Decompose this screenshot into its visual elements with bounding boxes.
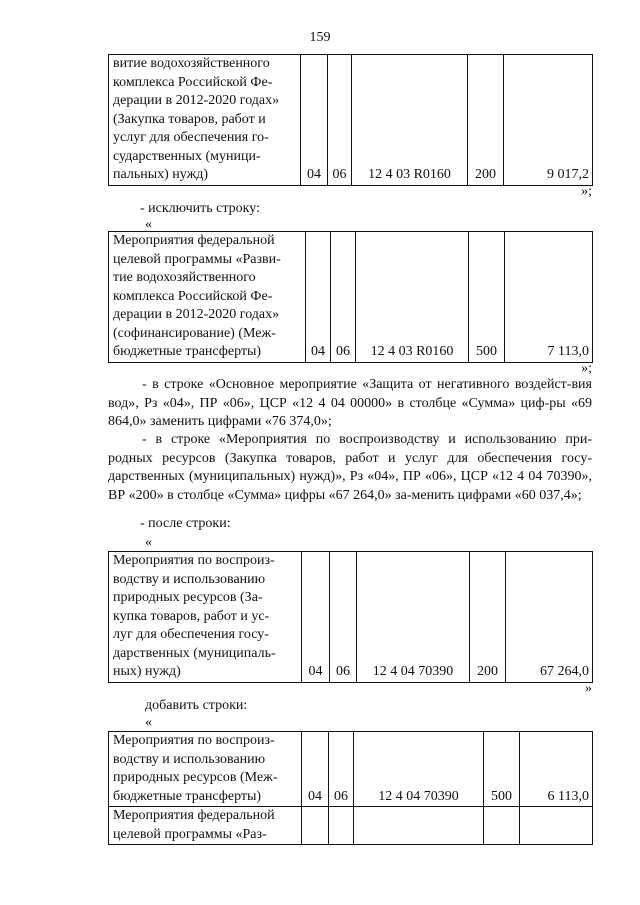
budget-table-1 — [108, 54, 592, 186]
row-vr: 500 — [469, 232, 505, 363]
row-csr: 12 4 03 R0160 — [356, 232, 469, 363]
row-rz — [302, 807, 329, 845]
row-vr: 200 — [470, 552, 506, 683]
row-sum — [520, 807, 593, 845]
add-rows-note: добавить строки: — [145, 698, 248, 713]
table-row — [109, 807, 593, 845]
row-rz: 04 — [301, 55, 328, 186]
row-vr: 500 — [484, 732, 520, 807]
table-row — [109, 232, 593, 363]
row-pr: 06 — [328, 55, 352, 186]
row-rz: 04 — [302, 732, 329, 807]
page-number: 159 — [309, 30, 331, 45]
row-csr: 12 4 04 70390 — [357, 552, 470, 683]
budget-table-3 — [108, 551, 592, 683]
row-pr: 06 — [329, 732, 354, 807]
row-pr — [329, 807, 354, 845]
table-row — [109, 552, 593, 683]
closing-quote: »; — [581, 361, 592, 376]
row-sum: 7 113,0 — [505, 232, 593, 363]
row-vr: 200 — [468, 55, 504, 186]
row-csr: 12 4 04 70390 — [354, 732, 484, 807]
row-sum: 6 113,0 — [520, 732, 593, 807]
row-name: Мероприятия по воспроиз- водству и использованию природных ресурсов (За- купка товаров, работ и ус- луг для обеспечения госу- дарственных (муниципаль- ных) нужд) — [109, 552, 302, 683]
budget-table-4 — [108, 731, 592, 845]
row-csr: 12 4 03 R0160 — [352, 55, 468, 186]
row-name: Мероприятия федеральной целевой программы «Разви- тие водохозяйственного комплекса Российской Фе- дерации в 2012-2020 годах» (софинансирование) (Меж- бюджетные трансферты) — [109, 232, 306, 363]
table-row — [109, 732, 593, 807]
budget-table-2 — [108, 231, 592, 363]
row-pr: 06 — [331, 232, 356, 363]
row-sum: 67 264,0 — [506, 552, 593, 683]
after-row-note: - после строки: — [140, 516, 231, 531]
row-name: витие водохозяйственного комплекса Российской Фе- дерации в 2012-2020 годах» (Закупка товаров, работ и услуг для обеспечения го- сударственных (муници- пальных) нужд) — [109, 55, 301, 186]
paragraph-replace-1: - в строке «Основное мероприятие «Защита от негативного воздейст-вия вод», Рз «04», ПР «06», ЦСР «12 4 04 00000» в столбце «Сумма» циф-ры «69 864,0» заменить цифрами «76 374,0»; — [108, 377, 592, 429]
row-pr: 06 — [330, 552, 357, 683]
row-rz: 04 — [306, 232, 331, 363]
row-sum: 9 017,2 — [504, 55, 593, 186]
paragraph-replace-2: - в строке «Мероприятия по воспроизводству и использованию при-родных ресурсов (Закупка товаров, работ и услуг для обеспечения госу-дарственных (муниципальных) нужд)», Рз «04», ПР «06», ЦСР «12 4 04 70390», ВР «200» в столбце «Сумма» цифры «67 264,0» за-менить цифрами «60 037,4»; — [108, 432, 592, 503]
row-csr — [354, 807, 484, 845]
row-vr — [484, 807, 520, 845]
row-rz: 04 — [302, 552, 330, 683]
table-row — [109, 55, 593, 186]
closing-quote: » — [585, 681, 592, 696]
row-name: Мероприятия федеральной целевой программы «Раз- — [109, 807, 302, 845]
row-name: Мероприятия по воспроиз- водству и использованию природных ресурсов (Меж- бюджетные трансферты) — [109, 732, 302, 807]
closing-quote: »; — [581, 184, 592, 199]
opening-quote: « — [145, 535, 152, 550]
exclude-row-note: - исключить строку: — [140, 201, 260, 216]
opening-quote: « — [145, 715, 152, 730]
opening-quote: « — [145, 217, 152, 232]
